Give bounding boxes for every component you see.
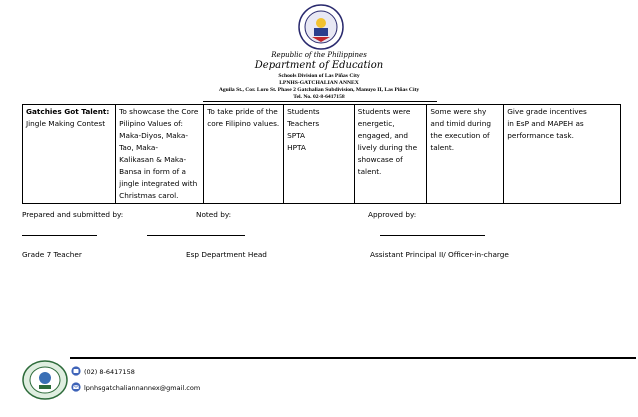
division-heading: Schools Division of Las Piñas City — [278, 73, 360, 79]
objective-line: Maka-Diyos, Maka- — [119, 131, 188, 140]
department-heading: Department of Education — [254, 60, 384, 71]
weakness-line: talent. — [430, 143, 455, 152]
participant-item: HPTA — [287, 143, 306, 152]
prepared-signature-line — [22, 235, 97, 236]
objective-line: Tao, Maka- — [119, 143, 158, 152]
strength-line: talent. — [357, 167, 382, 176]
recommendation-line: Give grade incentives — [507, 107, 587, 116]
footer-divider — [70, 357, 636, 359]
objective-2-line: core Filipino values. — [207, 119, 280, 128]
participant-item: Teachers — [287, 119, 320, 128]
deped-seal-logo — [298, 4, 344, 50]
approved-label: Approved by: — [368, 210, 417, 219]
strength-line: engaged, and — [357, 131, 409, 140]
weakness-line: and timid during — [430, 119, 491, 128]
weaknesses-cell — [427, 105, 504, 204]
approved-role: Assistant Principal II/ Officer-in-charge — [370, 250, 509, 259]
recommendation-line: in EsP and MAPEH as — [507, 119, 584, 128]
prepared-role: Grade 7 Teacher — [22, 250, 82, 259]
objective-2-line: To take pride of the — [207, 107, 278, 116]
recommendations-cell — [504, 105, 621, 204]
objective-line: jingle integrated with — [119, 179, 198, 188]
email-icon — [71, 382, 81, 392]
phone-icon — [71, 366, 81, 376]
tel-heading: Tel. No. 02-8-6417158 — [293, 94, 345, 100]
noted-role: Esp Department Head — [186, 250, 267, 259]
weakness-line: the execution of — [430, 131, 490, 140]
recommendation-line: performance task. — [507, 131, 574, 140]
footer-email[interactable]: lpnhsgatchaliannannex@gmail.com — [84, 384, 201, 392]
noted-signature-line — [147, 235, 245, 236]
weakness-line: Some were shy — [430, 107, 487, 116]
approved-signature-line — [380, 235, 485, 236]
address-heading: Aguila St., Cor. Loro St. Phase 2 Gatchalian Subdivision, Manuyo II, Las Piñas City — [218, 87, 420, 93]
header-divider — [203, 101, 437, 102]
school-heading: LPNHS-GATCHALIAN ANNEX — [279, 80, 359, 86]
objective-line: Kalikasan & Maka- — [119, 155, 187, 164]
republic-heading: Republic of the Philippines — [271, 51, 367, 59]
strength-line: energetic, — [357, 119, 395, 128]
table-row — [23, 105, 621, 204]
activity-subtitle: Jingle Making Contest — [26, 119, 106, 128]
activity-title: Gatchies Got Talent: — [26, 107, 110, 116]
strength-line: Students were — [357, 107, 411, 116]
participant-item: SPTA — [287, 131, 305, 140]
objective-line: To showcase the Core — [119, 107, 199, 116]
strengths-cell — [354, 105, 427, 204]
prepared-label: Prepared and submitted by: — [22, 210, 124, 219]
objective-line: Pilipino Values of: — [119, 119, 183, 128]
activity-cell — [23, 105, 116, 204]
objective-2-cell — [204, 105, 284, 204]
footer-phone: (02) 8-6417158 — [84, 368, 135, 376]
objective-line: Christmas carol. — [119, 191, 179, 200]
strength-line: lively during the — [357, 143, 418, 152]
participant-item: Students — [287, 107, 320, 116]
school-logo — [22, 360, 68, 400]
objective-line: Bansa in form of a — [119, 167, 186, 176]
strength-line: showcase of — [357, 155, 403, 164]
activity-table — [22, 104, 621, 204]
participants-cell — [284, 105, 355, 204]
objective-cell — [116, 105, 204, 204]
noted-label: Noted by: — [196, 210, 232, 219]
